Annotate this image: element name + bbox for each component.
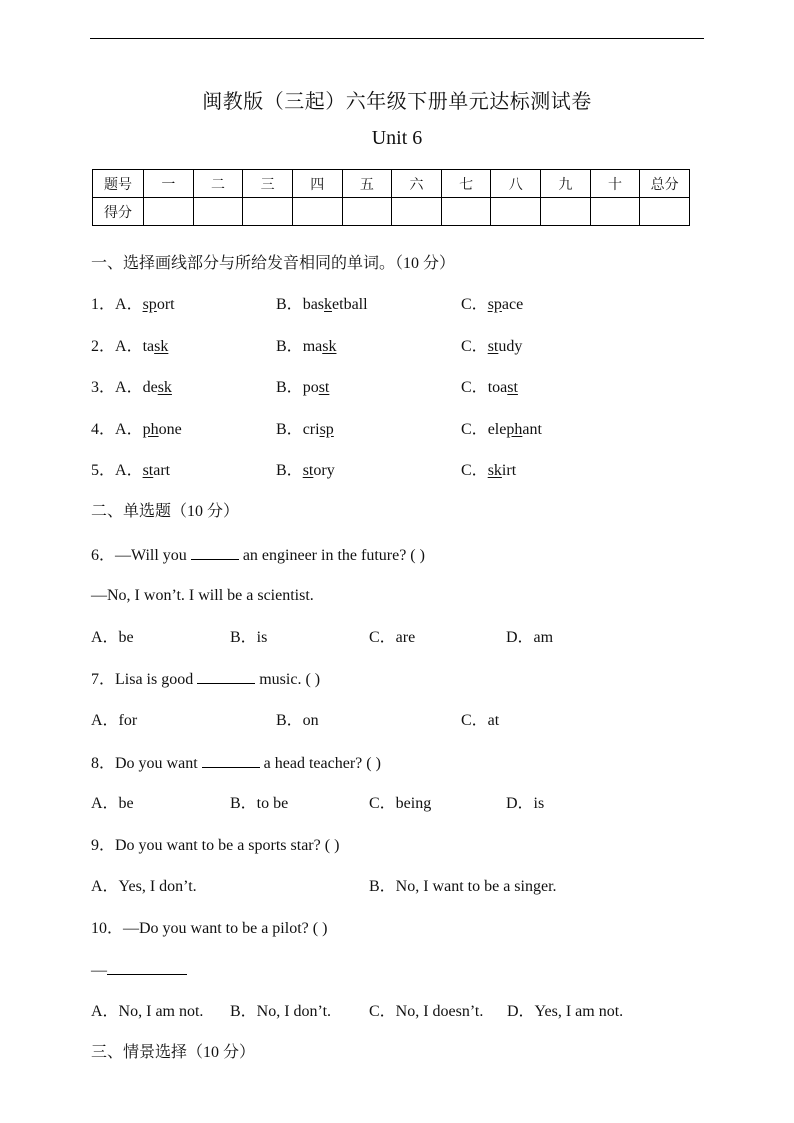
score-col-header: 三	[243, 170, 293, 198]
score-table	[92, 169, 690, 226]
answer-blank[interactable]	[202, 753, 260, 768]
option-letter: C．	[461, 338, 488, 355]
score-col-header: 十	[590, 170, 640, 198]
answer-blank[interactable]	[191, 545, 239, 560]
score-table-header-row	[93, 170, 690, 198]
score-cell[interactable]	[541, 198, 591, 226]
score-cell[interactable]	[342, 198, 392, 226]
word-part: ma	[302, 338, 323, 355]
underlined-part: sp	[319, 421, 334, 438]
question-6-answer: —No, I won’t. I will be a scientist.	[91, 587, 314, 604]
word-part: cri	[302, 421, 320, 438]
word-part: toa	[487, 379, 508, 396]
question-text: an engineer in the future? ( )	[238, 547, 425, 564]
score-table-score-row	[93, 198, 690, 226]
question-number: 3．	[91, 379, 116, 396]
question-10-answer	[91, 960, 187, 981]
option-c[interactable]	[461, 337, 522, 357]
option-a[interactable]: A．for	[91, 712, 138, 729]
option-c[interactable]	[461, 461, 516, 481]
option-c[interactable]	[461, 295, 523, 315]
score-col-header: 四	[292, 170, 342, 198]
word-part: ace	[501, 296, 524, 313]
option-c[interactable]: C．No, I doesn’t.	[369, 1003, 484, 1020]
question-6-options	[91, 628, 554, 648]
option-d[interactable]: D．am	[506, 629, 554, 646]
underlined-part: sk	[487, 462, 502, 479]
option-letter: B．	[276, 421, 303, 438]
answer-blank[interactable]	[197, 669, 255, 684]
option-d[interactable]: D．Yes, I am not.	[507, 1003, 624, 1020]
word-part: etball	[332, 296, 368, 313]
option-letter: C．	[461, 379, 488, 396]
underlined-part: sk	[154, 338, 169, 355]
word-part: ory	[313, 462, 335, 479]
score-col-header: 二	[193, 170, 243, 198]
option-letter: B．	[276, 338, 303, 355]
section1-heading: 一、选择画线部分与所给发音相同的单词。（10 分）	[91, 255, 456, 272]
question-7-options	[91, 711, 500, 731]
score-col-header: 六	[392, 170, 442, 198]
underlined-part: k	[324, 296, 333, 313]
question-number: 4．	[91, 421, 116, 438]
option-b[interactable]	[276, 461, 335, 481]
question-number: 5．	[91, 462, 116, 479]
question-3	[91, 378, 518, 398]
score-cell[interactable]	[441, 198, 491, 226]
word-part: de	[142, 379, 158, 396]
option-letter: C．	[461, 296, 488, 313]
score-cell[interactable]	[193, 198, 243, 226]
word-part: ta	[142, 338, 155, 355]
option-c[interactable]: C．at	[461, 712, 500, 729]
score-col-header: 八	[491, 170, 541, 198]
score-cell[interactable]	[243, 198, 293, 226]
option-a[interactable]: A．be	[91, 629, 134, 646]
option-b[interactable]	[276, 295, 368, 315]
option-c[interactable]: C．are	[369, 629, 416, 646]
word-part: udy	[498, 338, 523, 355]
option-letter: A．	[115, 338, 143, 355]
option-b[interactable]: B．No, I don’t.	[230, 1003, 332, 1020]
score-col-header: 七	[441, 170, 491, 198]
option-b[interactable]: B．to be	[230, 795, 289, 812]
word-part: art	[153, 462, 171, 479]
question-2	[91, 337, 523, 357]
word-part: bas	[302, 296, 325, 313]
score-cell[interactable]	[292, 198, 342, 226]
question-9: 9．Do you want to be a sports star? ( )	[91, 837, 340, 854]
score-col-header: 总分	[640, 170, 690, 198]
option-letter: A．	[115, 421, 143, 438]
dash: —	[91, 962, 107, 979]
word-part: po	[302, 379, 319, 396]
page-subtitle: Unit 6	[371, 127, 423, 149]
score-col-header: 一	[144, 170, 194, 198]
question-5	[91, 461, 517, 481]
option-letter: C．	[461, 421, 488, 438]
question-10: 10．—Do you want to be a pilot? ( )	[91, 920, 328, 937]
score-table-label: 题号	[93, 170, 144, 198]
question-text: a head teacher? ( )	[259, 755, 381, 772]
underlined-part: st	[142, 462, 154, 479]
underlined-part: sp	[142, 296, 157, 313]
question-text: 7．Lisa is good	[91, 671, 198, 688]
section3-heading: 三、情景选择（10 分）	[91, 1044, 256, 1061]
underlined-part: st	[487, 338, 499, 355]
option-a[interactable]: A．Yes, I don’t.	[91, 878, 197, 895]
word-part: ort	[156, 296, 175, 313]
score-cell[interactable]	[491, 198, 541, 226]
question-text: music. ( )	[255, 671, 321, 688]
underlined-part: st	[507, 379, 518, 396]
question-1	[91, 295, 524, 315]
option-a[interactable]: A．No, I am not.	[91, 1003, 204, 1020]
underlined-part: ph	[506, 421, 523, 438]
question-number: 1．	[91, 296, 116, 313]
question-8	[91, 753, 381, 774]
question-10-options	[91, 1002, 624, 1022]
score-col-header: 五	[342, 170, 392, 198]
option-letter: A．	[115, 379, 143, 396]
option-letter: A．	[115, 462, 143, 479]
word-part: ele	[487, 421, 507, 438]
question-text: 6．—Will you	[91, 547, 191, 564]
option-b[interactable]: B．No, I want to be a singer.	[369, 878, 557, 895]
question-text: 8．Do you want	[91, 755, 202, 772]
question-4	[91, 420, 542, 440]
score-cell[interactable]	[144, 198, 194, 226]
option-b[interactable]	[276, 378, 329, 398]
score-cell[interactable]	[590, 198, 640, 226]
question-6	[91, 545, 425, 566]
header-rule	[90, 38, 704, 39]
answer-blank[interactable]	[107, 960, 187, 975]
word-part: irt	[501, 462, 517, 479]
option-letter: B．	[276, 379, 303, 396]
option-c[interactable]	[461, 420, 542, 440]
underlined-part: sk	[322, 338, 337, 355]
option-b[interactable]: B．on	[276, 712, 319, 729]
word-part: ant	[522, 421, 542, 438]
option-b[interactable]	[276, 337, 336, 357]
question-8-options	[91, 794, 545, 814]
score-col-header: 九	[541, 170, 591, 198]
score-table-label: 得分	[93, 198, 144, 226]
option-letter: C．	[461, 462, 488, 479]
score-cell[interactable]	[392, 198, 442, 226]
option-d[interactable]: D．is	[506, 795, 545, 812]
option-letter: A．	[115, 296, 143, 313]
score-cell[interactable]	[640, 198, 690, 226]
option-a[interactable]: A．be	[91, 795, 134, 812]
option-c[interactable]	[461, 378, 518, 398]
underlined-part: st	[302, 462, 314, 479]
word-part: one	[158, 421, 182, 438]
option-c[interactable]: C．being	[369, 795, 432, 812]
section2-heading: 二、单选题（10 分）	[91, 503, 240, 520]
underlined-part: ph	[142, 421, 159, 438]
page-title: 闽教版（三起）六年级下册单元达标测试卷	[202, 91, 592, 113]
option-b[interactable]	[276, 420, 334, 440]
underlined-part: sk	[157, 379, 172, 396]
option-letter: B．	[276, 462, 303, 479]
option-letter: B．	[276, 296, 303, 313]
question-9-options	[91, 877, 557, 897]
question-number: 2．	[91, 338, 116, 355]
underlined-part: sp	[487, 296, 502, 313]
question-7	[91, 669, 320, 690]
option-b[interactable]: B．is	[230, 629, 268, 646]
underlined-part: st	[318, 379, 330, 396]
